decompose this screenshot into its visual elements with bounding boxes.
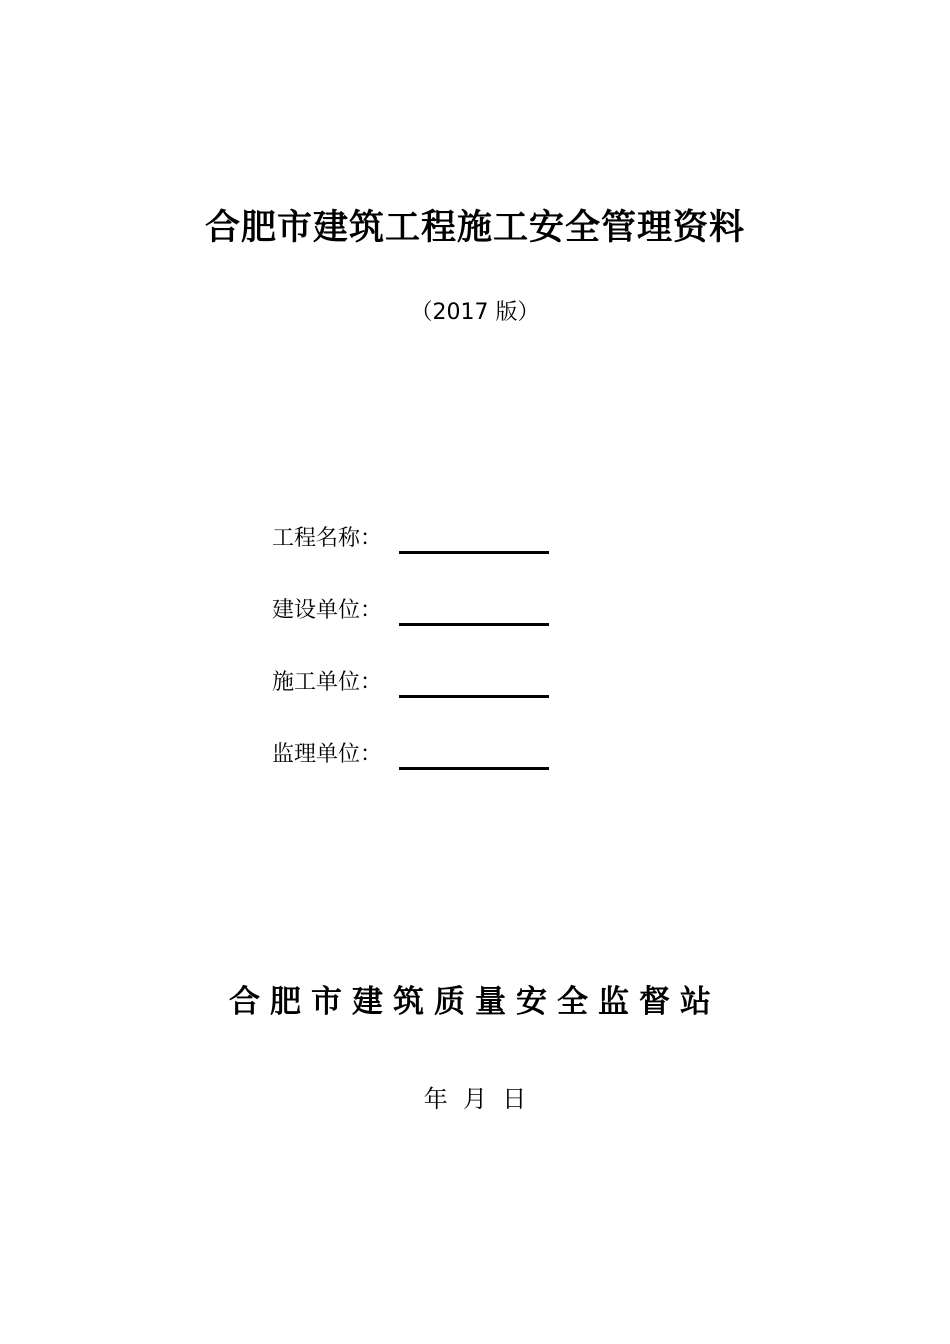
project-name-blank[interactable] xyxy=(399,525,549,554)
field-label-project-name: 工程名称： xyxy=(272,526,383,551)
document-title: 合肥市建筑工程施工安全管理资料 xyxy=(204,207,745,248)
date-line: 年 月 日 xyxy=(423,1085,527,1113)
field-label-contractor-unit: 施工单位： xyxy=(272,670,383,695)
field-project-name xyxy=(272,520,549,554)
field-supervision-unit xyxy=(272,736,549,770)
contractor-unit-blank[interactable] xyxy=(399,669,549,698)
field-construction-unit xyxy=(272,592,549,626)
field-label-construction-unit: 建设单位： xyxy=(272,598,383,623)
supervision-unit-blank[interactable] xyxy=(399,741,549,770)
edition-label: （2017 版） xyxy=(410,300,540,325)
issuing-organization: 合肥市建筑质量安全监督站 xyxy=(229,984,721,1020)
field-contractor-unit xyxy=(272,664,549,698)
construction-unit-blank[interactable] xyxy=(399,597,549,626)
field-label-supervision-unit: 监理单位： xyxy=(272,742,383,767)
